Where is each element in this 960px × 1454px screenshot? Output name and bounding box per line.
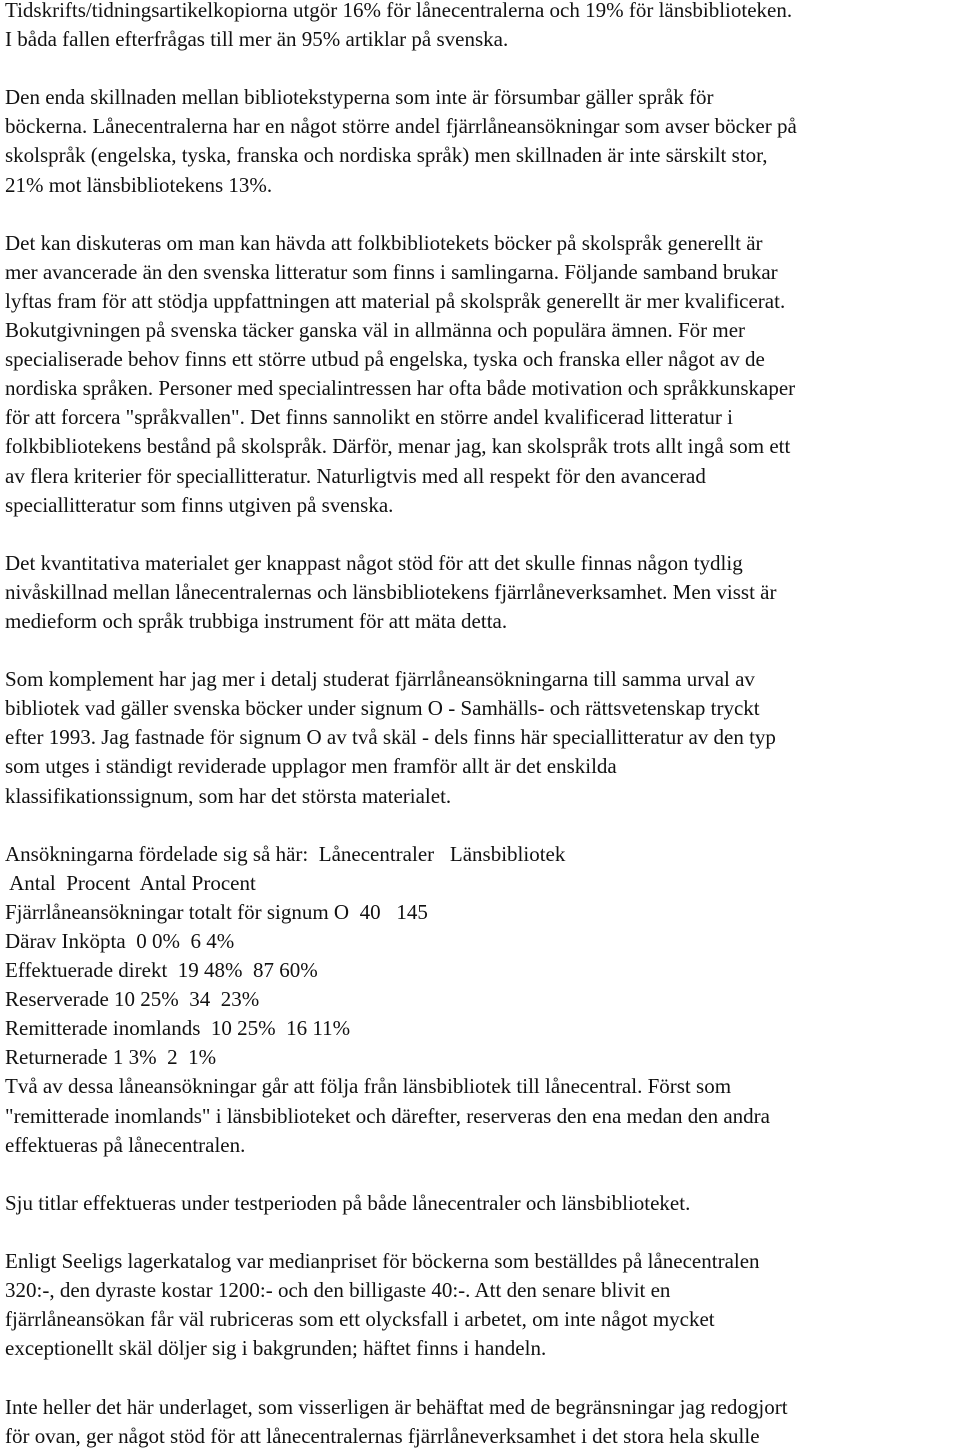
paragraph-gap: [5, 1363, 957, 1392]
paragraph: [5, 1247, 957, 1363]
text-line: nordiska språken. Personer med specialintressen har ofta både motivation och språkkunskaper: [5, 376, 796, 401]
table-row: Därav Inköpta 0 0% 6 4%: [5, 929, 235, 953]
paragraph: [5, 665, 957, 810]
text-line: av flera kriterier för speciallitteratur. Naturligtvis med all respekt för den avancerad: [5, 463, 706, 488]
paragraph: [5, 1189, 957, 1218]
table-subheader-line: Antal Procent Antal Procent: [5, 870, 256, 895]
text-line: specialiserade behov finns ett större utbud på engelska, tyska och franska eller något av de: [5, 347, 765, 372]
text-line: Bokutgivningen på svenska täcker ganska väl in allmänna och populära ämnen. För mer: [5, 318, 746, 343]
text-line: böckerna. Lånecentralerna har en något större andel fjärrlåneansökningar som avser böcker på: [5, 114, 797, 139]
text-line: efter 1993. Jag fastnade för signum O av två skäl - dels finns här speciallitteratur av den typ: [5, 725, 776, 750]
distribution-table: [5, 840, 957, 1160]
text-line: klassifikationssignum, som har det största materialet.: [5, 783, 452, 808]
paragraph: [5, 229, 957, 520]
paragraph-gap: [5, 1160, 957, 1189]
text-line: I båda fallen efterfrågas till mer än 95% artiklar på svenska.: [5, 27, 509, 52]
paragraph-gap: [5, 54, 957, 83]
paragraph: [5, 83, 957, 199]
text-line: Den enda skillnaden mellan bibliotekstyperna som inte är försumbar gäller språk för: [5, 85, 714, 110]
paragraph-gap: [5, 1218, 957, 1247]
text-line: Enligt Seeligs lagerkatalog var medianpriset för böckerna som beställdes på lånecentralen: [5, 1249, 760, 1274]
text-line: för ovan, ger något stöd för att lånecentralernas fjärrlåneverksamhet i det stora hela skulle: [5, 1423, 760, 1448]
text-line: bibliotek vad gäller svenska böcker under signum O - Samhälls- och rättsvetenskap tryckt: [5, 696, 760, 721]
table-row: Reserverade 10 25% 34 23%: [5, 987, 260, 1012]
text-line: 21% mot länsbibliotekens 13%.: [5, 172, 273, 197]
paragraph: [5, 1393, 957, 1451]
text-line: Två av dessa låneansökningar går att följa från länsbibliotek till lånecentral. Först som: [5, 1074, 732, 1099]
text-line: 320:-, den dyraste kostar 1200:- och den billigaste 40:-. Att den senare blivit en: [5, 1278, 671, 1303]
table-header-line: Ansökningarna fördelade sig så här: Lånecentraler Länsbibliotek: [5, 841, 566, 866]
table-row: Returnerade 1 3% 2 1%: [5, 1045, 217, 1070]
text-line: medieform och språk trubbiga instrument för att mäta detta.: [5, 608, 508, 633]
text-line: lyftas fram för att stödja uppfattningen att material på skolspråk generellt är mer kvalificerat.: [5, 288, 786, 313]
text-line: Det kan diskuteras om man kan hävda att folkbibliotekets böcker på skolspråk generellt är: [5, 230, 763, 255]
text-line: skolspråk (engelska, tyska, franska och nordiska språk) men skillnaden är inte särskilt stor,: [5, 143, 768, 168]
table-row: Effektuerade direkt 19 48% 87 60%: [5, 958, 318, 983]
text-line: Sju titlar effektueras under testperioden på både lånecentraler och länsbiblioteket.: [5, 1190, 691, 1215]
text-line: Inte heller det här underlaget, som visserligen är behäftat med de begränsningar jag redogjort: [5, 1394, 788, 1419]
text-line: för att forcera "språkvallen". Det finns sannolikt en större andel kvalificerad litteratur i: [5, 405, 733, 430]
text-line: Som komplement har jag mer i detalj studerat fjärrlåneansökningarna till samma urval av: [5, 667, 755, 692]
paragraph-gap: [5, 520, 957, 549]
paragraph-gap: [5, 636, 957, 665]
paragraph-gap: [5, 200, 957, 229]
text-line: nivåskillnad mellan lånecentralernas och länsbibliotekens fjärrlåneverksamhet. Men visst är: [5, 579, 777, 604]
text-line: speciallitteratur som finns utgiven på svenska.: [5, 492, 394, 517]
text-line: Det kvantitativa materialet ger knappast något stöd för att det skulle finnas någon tydlig: [5, 550, 743, 575]
text-line: som utges i ständigt reviderade upplagor men framför allt är det enskilda: [5, 754, 617, 779]
paragraph: [5, 0, 957, 54]
text-line: mer avancerade än den svenska litteratur som finns i samlingarna. Följande samband brukar: [5, 259, 778, 284]
table-row: Fjärrlåneansökningar totalt för signum O 40 145: [5, 899, 428, 924]
table-row: Remitterade inomlands 10 25% 16 11%: [5, 1016, 351, 1041]
paragraph-gap: [5, 811, 957, 840]
text-line: fjärrlåneansökan får väl rubriceras som ett olycksfall i arbetet, om inte något mycket: [5, 1307, 715, 1332]
text-line: exceptionellt skäl döljer sig i bakgrunden; häftet finns i handeln.: [5, 1336, 547, 1361]
text-line: Tidskrifts/tidningsartikelkopiorna utgör 16% för lånecentralerna och 19% för länsbiblioteken.: [5, 0, 793, 22]
paragraph: [5, 549, 957, 636]
text-line: effektueras på lånecentralen.: [5, 1132, 246, 1157]
document-page: [5, 0, 957, 1451]
text-line: "remitterade inomlands" i länsbiblioteket och därefter, reserveras den ena medan den andra: [5, 1103, 770, 1128]
text-line: folkbibliotekens bestånd på skolspråk. Därför, menar jag, kan skolspråk trots allt ingå som ett: [5, 434, 791, 459]
